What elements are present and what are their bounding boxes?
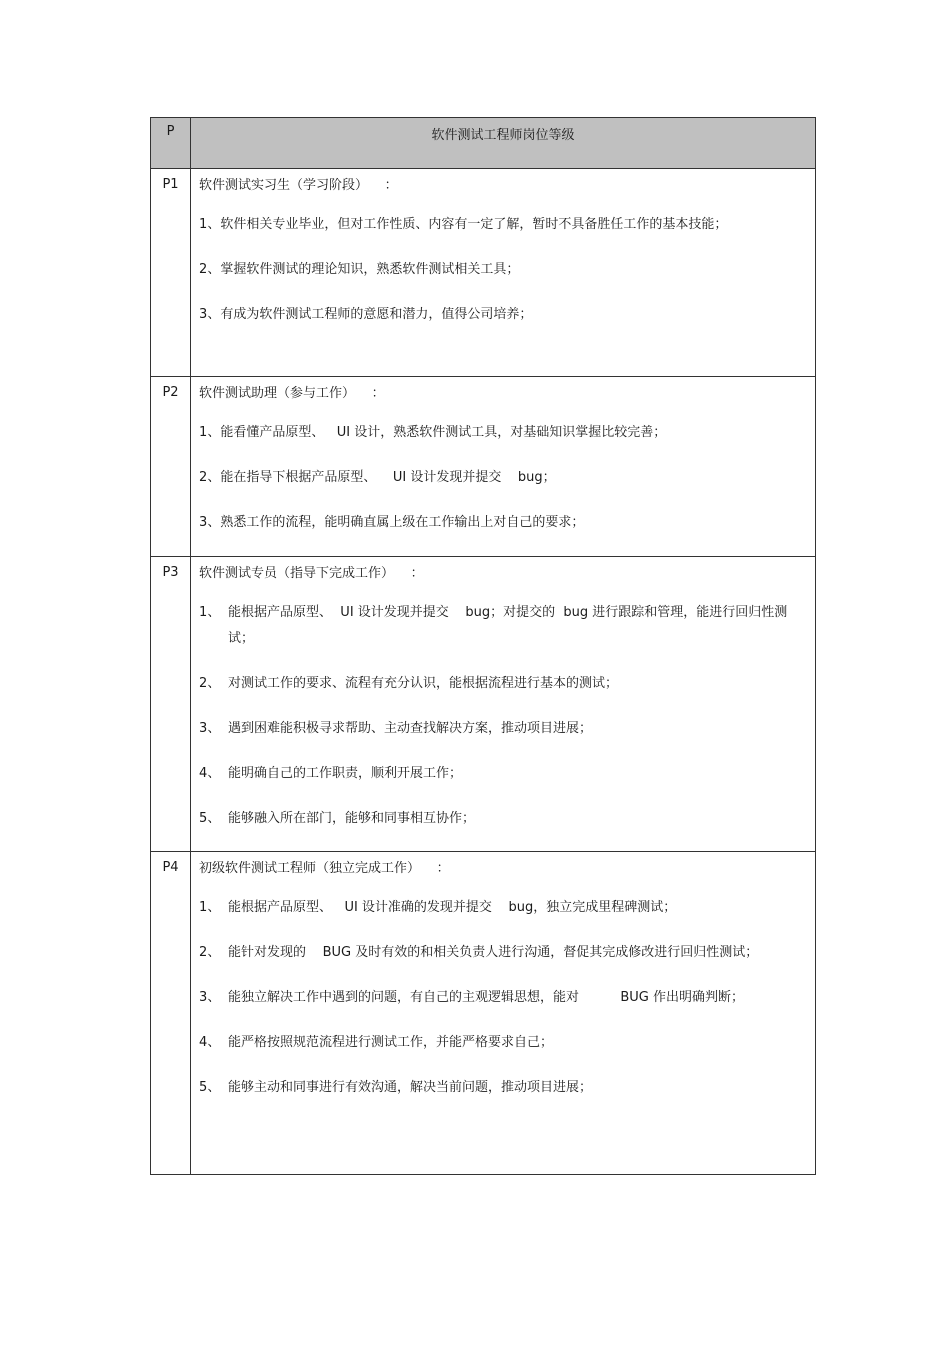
item-text: 能看懂产品原型、 UI 设计，熟悉软件测试工具，对基础知识掌握比较完善； xyxy=(220,425,667,440)
table-row-p3 xyxy=(151,557,816,852)
item-text: 熟悉工作的流程，能明确直属上级在工作输出上对自己的要求； xyxy=(220,515,585,530)
list-item xyxy=(199,257,797,283)
list-item xyxy=(199,761,797,787)
list-item xyxy=(199,806,797,832)
list-item xyxy=(199,600,797,652)
list-item xyxy=(199,895,797,921)
item-number: 2、 xyxy=(199,470,221,485)
table-header-row xyxy=(151,118,816,169)
content-cell xyxy=(191,557,816,852)
item-number: 3、 xyxy=(199,990,221,1005)
item-number: 2、 xyxy=(199,945,221,960)
list-item xyxy=(199,212,797,238)
item-number: 5、 xyxy=(199,1080,221,1095)
item-text: 能在指导下根据产品原型、 UI 设计发现并提交 bug； xyxy=(220,470,556,485)
item-text: 能根据产品原型、 UI 设计发现并提交 bug；对提交的 bug 进行跟踪和管理，能进行回归性测试； xyxy=(228,605,788,646)
item-text: 能明确自己的工作职责，顺利开展工作； xyxy=(228,766,463,781)
header-title-cell: 软件测试工程师岗位等级 xyxy=(191,118,816,169)
item-number: 1、 xyxy=(199,900,221,915)
item-text: 能够融入所在部门，能够和同事相互协作； xyxy=(228,811,476,826)
level-cell: P4 xyxy=(151,852,191,1175)
table-row-p2 xyxy=(151,377,816,557)
level-cell: P1 xyxy=(151,169,191,377)
content-cell xyxy=(191,169,816,377)
item-number: 1、 xyxy=(199,217,221,232)
item-text: 能独立解决工作中遇到的问题，有自己的主观逻辑思想，能对 BUG 作出明确判断； xyxy=(228,990,745,1005)
position-level-table xyxy=(150,117,816,1175)
content-cell xyxy=(191,852,816,1175)
list-item xyxy=(199,716,797,742)
item-number: 2、 xyxy=(199,676,221,691)
item-text: 能够主动和同事进行有效沟通，解决当前问题，推动项目进展； xyxy=(228,1080,593,1095)
item-number: 4、 xyxy=(199,1035,221,1050)
item-number: 3、 xyxy=(199,721,221,736)
item-number: 4、 xyxy=(199,766,221,781)
item-text: 软件相关专业毕业，但对工作性质、内容有一定了解，暂时不具备胜任工作的基本技能； xyxy=(220,217,728,232)
header-level-cell: P xyxy=(151,118,191,169)
level-title: 软件测试专员（指导下完成工作） ： xyxy=(199,566,424,581)
item-text: 能严格按照规范流程进行测试工作，并能严格要求自己； xyxy=(228,1035,554,1050)
item-text: 能根据产品原型、 UI 设计准确的发现并提交 bug，独立完成里程碑测试； xyxy=(228,900,677,915)
level-cell: P3 xyxy=(151,557,191,852)
list-item xyxy=(199,420,797,446)
level-title: 软件测试助理（参与工作） ： xyxy=(199,386,385,401)
table-row-p4 xyxy=(151,852,816,1175)
list-item xyxy=(199,671,797,697)
item-text: 对测试工作的要求、流程有充分认识，能根据流程进行基本的测试； xyxy=(228,676,619,691)
item-number: 1、 xyxy=(199,425,221,440)
list-item xyxy=(199,1030,797,1056)
item-number: 1、 xyxy=(199,605,221,620)
item-text: 遇到困难能积极寻求帮助、主动查找解决方案，推动项目进展； xyxy=(228,721,593,736)
item-text: 掌握软件测试的理论知识，熟悉软件测试相关工具； xyxy=(220,262,520,277)
list-item xyxy=(199,510,797,536)
level-cell: P2 xyxy=(151,377,191,557)
list-item xyxy=(199,940,797,966)
list-item xyxy=(199,985,797,1011)
list-item xyxy=(199,465,797,491)
content-cell xyxy=(191,377,816,557)
item-text: 有成为软件测试工程师的意愿和潜力，值得公司培养； xyxy=(220,307,533,322)
level-title: 初级软件测试工程师（独立完成工作） ： xyxy=(199,861,450,876)
item-number: 3、 xyxy=(199,307,221,322)
item-number: 3、 xyxy=(199,515,221,530)
level-title: 软件测试实习生（学习阶段） ： xyxy=(199,178,398,193)
item-number: 5、 xyxy=(199,811,221,826)
item-number: 2、 xyxy=(199,262,221,277)
table-row-p1 xyxy=(151,169,816,377)
item-text: 能针对发现的 BUG 及时有效的和相关负责人进行沟通，督促其完成修改进行回归性测试； xyxy=(228,945,759,960)
list-item xyxy=(199,1075,797,1101)
list-item xyxy=(199,302,797,328)
